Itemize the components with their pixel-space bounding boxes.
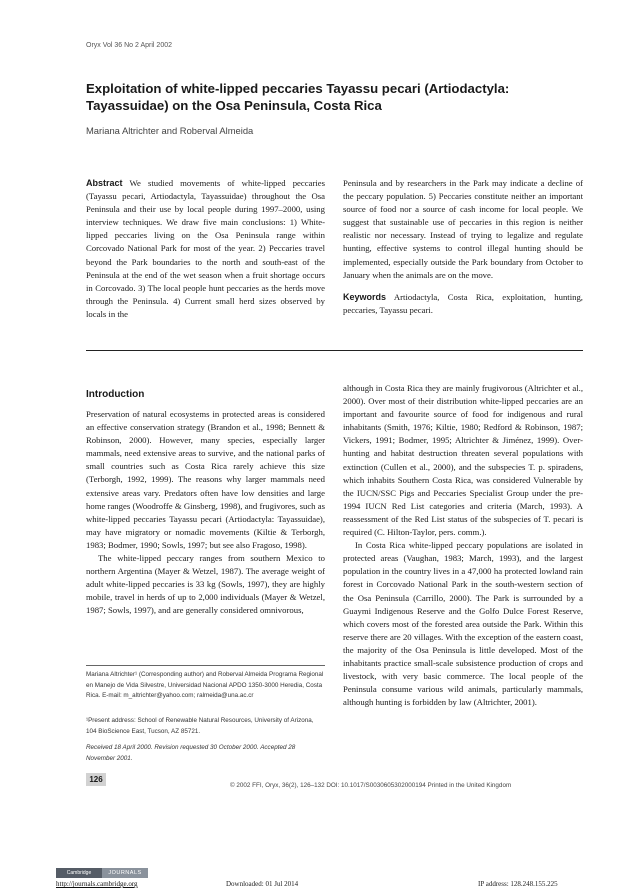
abstract-left-text: We studied movements of white-lipped peccaries (Tayassu pecari, Artiodactyla, Tayassuidae) throughout the Osa Peninsula and their use by local people during 1997–2000, using interview techniques. We draw five main conclusions: 1) White-lipped peccaries living on the Osa Peninsula range within Corcovado National Park for most of the year. 2) Peccaries travel beyond the Park boundaries to the north and south-east of the Peninsula at the end of the wet season when a fruit shortage occurs in Corcovado. 3) The local people hunt peccaries as the herds move through the Peninsula. 4) Current small herd sizes observed by locals in the <box>86 178 326 319</box>
download-date: Downloaded: 01 Jul 2014 <box>226 880 299 888</box>
logo-journals-text: JOURNALS <box>102 868 148 878</box>
keywords-block <box>343 291 583 317</box>
abstract-right-text: Peninsula and by researchers in the Park may indicate a decline of the peccary population. 5) Peccaries constitute neither an important source of food nor a source of cash income for local people. We suggest that sustainable use of peccaries in this region is neither realistic nor necessary. Instead of trying to legalize and regulate hunting, effective systems to control illegal hunting should be implemented, especially outside the Park boundary from October to January when the animals are on the move. <box>343 178 583 280</box>
present-address-note: ¹Present address: School of Renewable Natural Resources, University of Arizona, 104 BioScience East, Tucson, AZ 85721. <box>86 717 314 735</box>
intro-paragraph-4: In Costa Rica white-lipped peccary populations are isolated in protected areas (Vaughan, 1983; March, 1993), and the largest population in the country lives in a 47,000 ha protected lowland rain forest in Corcovado National Park in the south-western section of the Osa Peninsula (Carrillo, 2000). The Park is surrounded by a Guaymi Indigenous Reserve and the Golfo Dulce Forest Reserve, which covers most of the forested area outside the Park. Within this reserve there are 20 villages. With the exception of the eastern coast, the majority of the Osa Peninsula is little developed. Most of the inhabitants practice small-scale subsistence production of crops and livestock, with very basic commerce. The local people of the Peninsula consume various wild animals, particularly mammals, although hunting is forbidden by law (Altrichter, 2001). <box>343 540 583 708</box>
section-divider <box>86 350 583 351</box>
abstract-left-column <box>86 177 325 321</box>
journal-reference: Oryx Vol 36 No 2 April 2002 <box>86 42 172 49</box>
intro-paragraph-2: The white-lipped peccary ranges from southern Mexico to northern Argentina (Mayer & Wetzel, 1987). The average weight of adult white-lipped peccaries is 33 kg (Sowls, 1997), they are highly mobile, travel in herds of up to 2,000 individuals (Mayer & Wetzel, 1987; Sowls, 1997), and are generally considered omnivorous, <box>86 553 325 616</box>
introduction-right-column <box>343 382 583 709</box>
cambridge-journals-logo <box>56 868 148 878</box>
article-title: Exploitation of white-lipped peccaries Tayassu pecari (Artiodactyla: Tayassuidae) on the Osa Peninsula, Costa Rica <box>86 81 510 113</box>
logo-cambridge-text: Cambridge <box>56 868 102 878</box>
keywords-label: Keywords <box>343 291 387 302</box>
page-number: 126 <box>86 773 106 786</box>
author-affiliation: Mariana Altrichter¹ (Corresponding author) and Roberval Almeida Programa Regional en Manejo de Vida Silvestre, Universidad Nacional APDO 1350-3000 Heredia, Costa Rica. E-mail: m_altrichter@yahoo.com; ralmeida@una.ac.cr <box>86 671 324 699</box>
received-dates: Received 18 April 2000. Revision requested 30 October 2000. Accepted 28 November 2001. <box>86 744 296 762</box>
abstract-right-column <box>343 177 583 317</box>
ip-address: IP address: 128.248.155.225 <box>478 880 558 888</box>
introduction-left-column <box>86 408 325 618</box>
intro-paragraph-1: Preservation of natural ecosystems in protected areas is considered an effective conservation strategy (Brandon et al., 1998; Bennett & Robinson, 2000). However, many species, especially larger mammals, need extensive areas to survive, and the national parks of small countries such as Costa Rica rarely achieve this size (Terborgh, 1992, 1999). The reasons why larger mammals need extensive areas vary. Predators often have low densities and large home ranges (Woodroffe & Ginsberg, 1998), and frugivores, such as white-lipped peccaries Tayassu pecari (Artiodactyla: Tayassuidae), may have migratory or nomadic movements (Kiltie & Terborgh, 1983; Bodmer, 1990; Sowls, 1997; but see also Fragoso, 1998). <box>86 409 325 550</box>
copyright-line: © 2002 FFI, Oryx, 36(2), 126–132 DOI: 10.1017/S0030605302000194 Printed in the United Kingdom <box>230 782 512 789</box>
abstract-label: Abstract <box>86 178 123 188</box>
keywords-text: Artiodactyla, Costa Rica, exploitation, hunting, peccaries, Tayassu pecari. <box>343 291 583 315</box>
introduction-heading: Introduction <box>86 389 145 400</box>
footnote-divider <box>86 665 325 666</box>
article-authors: Mariana Altrichter and Roberval Almeida <box>86 125 254 136</box>
intro-paragraph-3: although in Costa Rica they are mainly frugivorous (Altrichter et al., 2000). Over most of their distribution white-lipped peccaries are an important and favourite source of food for indigenous and rural inhabitants (Smith, 1976; Kiltie, 1980; Redford & Robinson, 1987; Vickers, 1991; Bodmer, 1995; Altrichter & Jiménez, 1999). Over-hunting and habitat destruction threaten several populations with extinction (Cullen et al., 2000), and the subspecies T. p. spiradens, which inhabits Southern Costa Rica, was considered Vulnerable by the IUCN/SSC Pigs and Peccaries Specialist Group under the pre-1994 IUCN Red List categories and criteria (March, 1993). A reassessment of the Red List status of the subspecies of T. pecari is required (C. Hilton-Taylor, pers. comm.). <box>343 383 583 538</box>
journals-url-link[interactable]: http://journals.cambridge.org <box>56 880 138 888</box>
